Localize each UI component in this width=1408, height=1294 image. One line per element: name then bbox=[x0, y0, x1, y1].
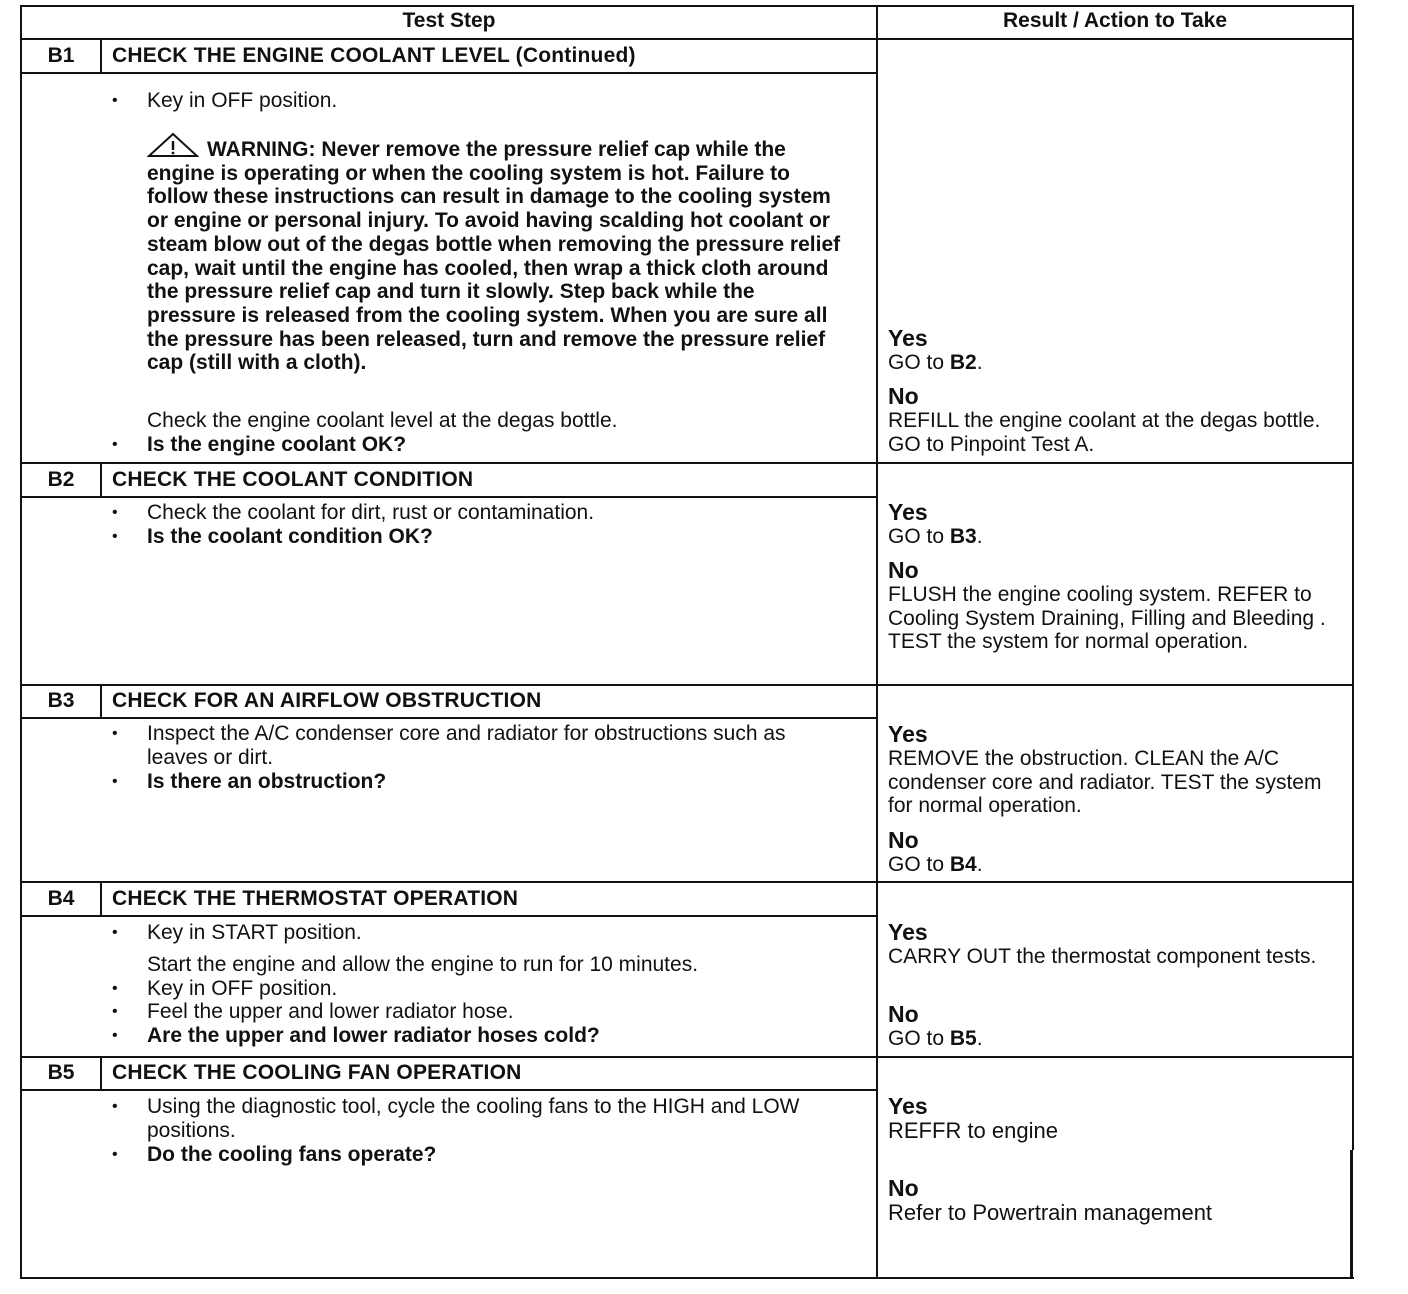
bullet: • bbox=[112, 924, 118, 941]
rule-b4-title bbox=[20, 915, 877, 917]
result-no-prefix: GO to bbox=[888, 853, 950, 876]
rule-id-b2 bbox=[100, 462, 102, 497]
step-instruction: Feel the upper and lower radiator hose. bbox=[147, 1000, 514, 1023]
rule-right-bottom bbox=[1350, 1150, 1353, 1279]
result-yes-suffix: . bbox=[976, 525, 983, 548]
rule-b5-title bbox=[20, 1089, 877, 1091]
rule-bottom bbox=[20, 1277, 1354, 1279]
step-instruction: Inspect the A/C condenser core and radiator for obstructions such as leaves or dirt. bbox=[147, 722, 786, 769]
step-instruction: Check the coolant for dirt, rust or contamination. bbox=[147, 501, 595, 524]
warning-body: WARNING: Never remove the pressure relief cap while the engine is operating or when the cooling system is hot. Failure to follow these instructions can result in damage to the cooling system or engine or personal injury. To avoid having scalding hot coolant or steam blow out of the degas bottle when removing the pressure relief cap, wait until the engine has cooled, then wrap a thick cloth around the pressure relief cap and turn it slowly. Step back while the pressure is released from the cooling system. When you are sure all the pressure has been released, turn and remove the pressure relief cap (still with a cloth). bbox=[147, 138, 841, 375]
result-yes-label: Yes bbox=[888, 721, 928, 747]
result-yes-label: Yes bbox=[888, 919, 928, 945]
result-no-label: No bbox=[888, 383, 919, 409]
bullet: • bbox=[112, 1003, 118, 1020]
bullet: • bbox=[112, 504, 118, 521]
step-title: CHECK THE COOLING FAN OPERATION bbox=[112, 1061, 522, 1084]
step-title: CHECK FOR AN AIRFLOW OBSTRUCTION bbox=[112, 689, 542, 712]
result-yes-text: REMOVE the obstruction. CLEAN the A/C condenser core and radiator. TEST the system for normal operation. bbox=[888, 747, 1322, 818]
result-yes-text: CARRY OUT the thermostat component tests. bbox=[888, 945, 1317, 968]
rule-id-b1 bbox=[100, 38, 102, 73]
bullet: • bbox=[112, 725, 118, 742]
rule-b1-title bbox=[20, 72, 877, 74]
result-no-text bbox=[888, 1027, 1350, 1051]
rule-b2-bottom bbox=[20, 684, 1354, 686]
step-question: Do the cooling fans operate? bbox=[147, 1143, 437, 1166]
rule-middle bbox=[876, 5, 878, 1279]
rule-id-b3 bbox=[100, 684, 102, 718]
step-question: Is the coolant condition OK? bbox=[147, 525, 433, 548]
result-yes-label: Yes bbox=[888, 325, 928, 351]
result-yes-prefix: GO to bbox=[888, 351, 950, 374]
result-no-prefix: GO to bbox=[888, 1027, 950, 1050]
result-yes-label: Yes bbox=[888, 499, 928, 525]
result-yes-suffix: . bbox=[976, 351, 983, 374]
bullet: • bbox=[112, 1027, 118, 1044]
result-no-text: REFILL the engine coolant at the degas bottle. GO to Pinpoint Test A. bbox=[888, 409, 1321, 456]
bullet: • bbox=[112, 92, 118, 109]
bullet: • bbox=[112, 1098, 118, 1115]
result-no-label: No bbox=[888, 827, 919, 853]
result-no-label: No bbox=[888, 1001, 919, 1027]
result-yes-text: REFFR to engine bbox=[888, 1118, 1058, 1143]
rule-left bbox=[20, 5, 22, 1279]
result-yes-prefix: GO to bbox=[888, 525, 950, 548]
result-no-text bbox=[888, 853, 1350, 877]
step-link-b4[interactable]: B4 bbox=[949, 853, 977, 876]
step-link-b5[interactable]: B5 bbox=[949, 1027, 977, 1050]
rule-header-bottom bbox=[20, 38, 1354, 40]
step-title: CHECK THE COOLANT CONDITION bbox=[112, 468, 474, 491]
result-no-label: No bbox=[888, 557, 919, 583]
header-test-step: Test Step bbox=[402, 9, 496, 32]
step-link-b2[interactable]: B2 bbox=[949, 351, 977, 374]
rule-b1-bottom bbox=[20, 462, 1354, 464]
step-question: Is there an obstruction? bbox=[147, 770, 387, 793]
result-yes-text bbox=[888, 525, 1350, 549]
step-id: B5 bbox=[47, 1061, 75, 1084]
result-no-suffix: . bbox=[976, 1027, 983, 1050]
step-id: B1 bbox=[47, 44, 75, 67]
result-yes-label: Yes bbox=[888, 1093, 928, 1119]
warning-triangle-icon bbox=[147, 132, 199, 158]
step-question: Are the upper and lower radiator hoses cold? bbox=[147, 1024, 600, 1047]
step-instruction: Check the engine coolant level at the degas bottle. bbox=[147, 409, 618, 432]
step-instruction: Start the engine and allow the engine to run for 10 minutes. bbox=[147, 953, 699, 976]
header-result: Result / Action to Take bbox=[1002, 9, 1228, 32]
rule-id-b4 bbox=[100, 881, 102, 916]
step-instruction: Using the diagnostic tool, cycle the cooling fans to the HIGH and LOW positions. bbox=[147, 1095, 800, 1142]
result-yes-text bbox=[888, 351, 1350, 375]
step-id: B4 bbox=[47, 887, 75, 910]
rule-id-b5 bbox=[100, 1056, 102, 1090]
bullet: • bbox=[112, 436, 118, 453]
step-id: B3 bbox=[47, 689, 75, 712]
rule-b3-title bbox=[20, 717, 877, 719]
rule-b4-bottom bbox=[20, 1056, 1354, 1058]
bullet: • bbox=[112, 773, 118, 790]
result-no-label: No bbox=[888, 1175, 919, 1201]
rule-b3-bottom bbox=[20, 881, 1354, 883]
bullet: • bbox=[112, 980, 118, 997]
result-no-text: Refer to Powertrain management bbox=[888, 1200, 1213, 1225]
rule-right bbox=[1352, 5, 1354, 1150]
step-question: Is the engine coolant OK? bbox=[147, 433, 407, 456]
step-instruction: Key in OFF position. bbox=[147, 977, 338, 1000]
step-id: B2 bbox=[47, 468, 75, 491]
result-no-text: FLUSH the engine cooling system. REFER to Cooling System Draining, Filling and Bleeding . TEST the system for normal operation. bbox=[888, 583, 1326, 654]
step-instruction: Key in START position. bbox=[147, 921, 362, 944]
step-title: CHECK THE ENGINE COOLANT LEVEL (Continued) bbox=[112, 44, 636, 67]
step-instruction: Key in OFF position. bbox=[147, 89, 338, 112]
step-title: CHECK THE THERMOSTAT OPERATION bbox=[112, 887, 519, 910]
bullet: • bbox=[112, 1146, 118, 1163]
result-no-suffix: . bbox=[976, 853, 983, 876]
rule-b2-title bbox=[20, 496, 877, 498]
bullet: • bbox=[112, 528, 118, 545]
warning-text bbox=[147, 132, 847, 375]
step-link-b3[interactable]: B3 bbox=[949, 525, 977, 548]
